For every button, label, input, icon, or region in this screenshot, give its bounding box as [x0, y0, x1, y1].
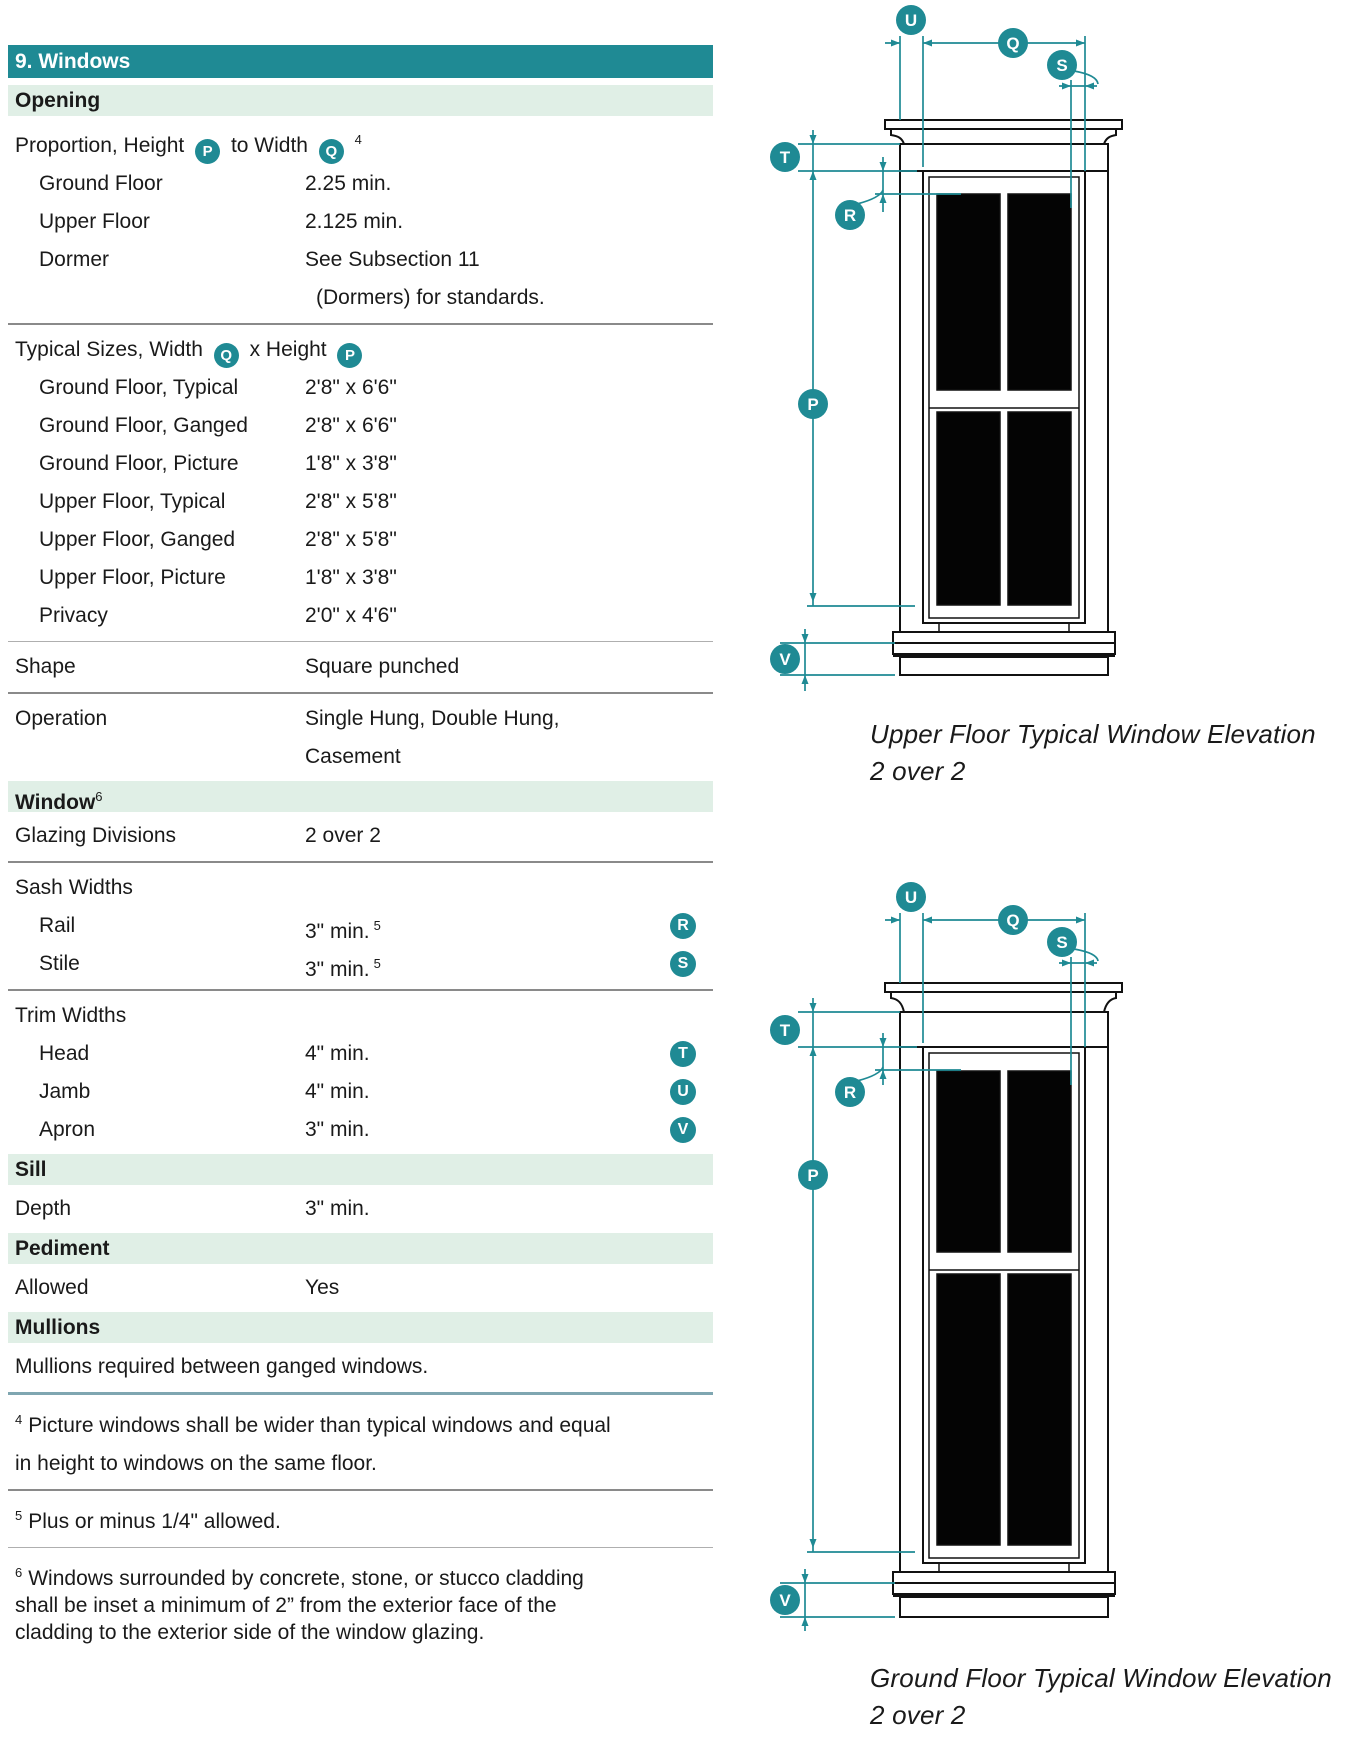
spec-row: Ground Floor, Typical 2'8" x 6'6"	[39, 376, 397, 399]
spec-row: Upper Floor 2.125 min.	[39, 210, 404, 233]
svg-text:Q: Q	[1006, 911, 1020, 930]
spec-row-jamb: Jamb 4" min. U	[8, 1073, 713, 1111]
svg-text:U: U	[904, 888, 918, 907]
band-sill	[8, 1154, 713, 1185]
footnote-6: $^6$ Windows surrounded by concrete, stone, or stucco cladding shall be inset a minimum of 2” from the exterior face of the cladding to the exterior side of the window glazing.	[15, 1565, 584, 1644]
svg-text:P: P	[807, 395, 819, 414]
section-title: 9. Windows	[8, 45, 713, 78]
diagram-caption-upper	[870, 716, 1316, 790]
window-drawing	[885, 983, 1122, 1617]
footnote-ref-6: 6	[95, 789, 103, 804]
svg-text:R: R	[843, 206, 857, 225]
band-mullions	[8, 1312, 713, 1343]
band-mullions-label: Mullions	[15, 1316, 101, 1339]
ground-floor-window-diagram	[700, 790, 1350, 1645]
spec-row: Upper Floor, Typical 2'8" x 5'8"	[39, 490, 397, 513]
spec-row-mullions-note: Mullions required between ganged windows.	[15, 1355, 429, 1378]
spec-row-operation: Operation Single Hung, Double Hung, Casement	[15, 707, 560, 768]
svg-text:T: T	[779, 148, 791, 167]
svg-text:U: U	[904, 11, 918, 30]
separator	[8, 989, 713, 991]
upper-floor-window-diagram	[700, 0, 1350, 710]
typical-middle: x Height	[249, 338, 327, 361]
band-window	[8, 781, 713, 812]
spec-group-typical-sizes	[8, 331, 713, 369]
spec-row-apron: Apron 3" min. V	[8, 1111, 713, 1149]
ref-badge-u-icon: U	[670, 1079, 696, 1105]
spec-row: Privacy 2'0" x 4'6"	[39, 604, 397, 627]
caption-line-2: 2 over 2	[870, 1700, 966, 1730]
spec-row-head: Head 4" min. T	[8, 1035, 713, 1073]
spec-row: Dormer See Subsection 11 (Dormers) for standards.	[39, 248, 545, 309]
spec-row-allowed: Allowed Yes	[15, 1276, 340, 1299]
spec-row-shape: Shape Square punched	[15, 655, 460, 678]
proportion-prefix: Proportion, Height	[15, 134, 185, 157]
band-window-label: Window	[15, 791, 96, 814]
spec-row-stile: Stile 3" min. $^5$ S	[8, 945, 713, 983]
caption-line-1: Ground Floor Typical Window Elevation	[870, 1663, 1332, 1693]
spec-row-glazing: Glazing Divisions 2 over 2	[15, 824, 381, 847]
footnote-ref-5: 5	[373, 918, 381, 933]
svg-text:V: V	[779, 650, 791, 669]
window-drawing	[885, 120, 1122, 675]
footnote-ref-4: 4	[354, 132, 362, 147]
spec-group-trim-widths: Trim Widths	[15, 1004, 127, 1027]
ref-badge-t-icon: T	[670, 1041, 696, 1067]
svg-text:Q: Q	[1006, 34, 1020, 53]
ref-badge-p-icon: P	[337, 343, 362, 368]
ref-badge-p-icon: P	[195, 139, 220, 164]
spec-row-depth: Depth 3" min.	[15, 1197, 370, 1220]
footnote-4: $^4$ Picture windows shall be wider than typical windows and equal in height to windows on the same floor.	[15, 1412, 611, 1475]
spec-table	[8, 45, 713, 1646]
ref-badge-r-icon: R	[670, 913, 696, 939]
spec-row: Ground Floor, Picture 1'8" x 3'8"	[39, 452, 397, 475]
separator	[8, 1547, 713, 1548]
separator	[8, 1489, 713, 1491]
svg-text:T: T	[779, 1021, 791, 1040]
diagram-caption-ground	[870, 1660, 1332, 1734]
caption-line-2: 2 over 2	[870, 756, 966, 786]
svg-text:S: S	[1056, 933, 1068, 952]
ref-badge-q-icon: Q	[214, 343, 239, 368]
band-pediment-label: Pediment	[15, 1237, 110, 1260]
spec-row: Upper Floor, Ganged 2'8" x 5'8"	[39, 528, 397, 551]
spec-row: Ground Floor, Ganged 2'8" x 6'6"	[39, 414, 397, 437]
ref-badge-q-icon: Q	[319, 139, 344, 164]
separator-blue	[8, 1392, 713, 1395]
spec-row: Upper Floor, Picture 1'8" x 3'8"	[39, 566, 397, 589]
svg-text:R: R	[843, 1083, 857, 1102]
svg-text:V: V	[779, 1591, 791, 1610]
spec-row: Ground Floor 2.25 min.	[39, 172, 392, 195]
svg-text:S: S	[1056, 56, 1068, 75]
caption-line-1: Upper Floor Typical Window Elevation	[870, 719, 1316, 749]
spec-group-proportion	[8, 121, 713, 165]
band-opening	[8, 85, 713, 116]
band-sill-label: Sill	[15, 1158, 47, 1181]
band-pediment	[8, 1233, 713, 1264]
band-opening-label: Opening	[15, 89, 101, 112]
separator	[8, 641, 713, 642]
separator	[8, 861, 713, 863]
ref-badge-v-icon: V	[670, 1117, 696, 1143]
ref-badge-s-icon: S	[670, 951, 696, 977]
footnote-ref-5: 5	[373, 956, 381, 971]
spec-row-rail: Rail 3" min. $^5$ R	[8, 907, 713, 945]
svg-text:P: P	[807, 1166, 819, 1185]
typical-prefix: Typical Sizes, Width	[15, 338, 203, 361]
separator	[8, 323, 713, 325]
footnote-5: $^5$ Plus or minus 1/4" allowed.	[15, 1508, 281, 1533]
proportion-middle: to Width	[230, 134, 308, 157]
spec-group-sash-widths: Sash Widths	[15, 876, 133, 899]
separator	[8, 692, 713, 694]
